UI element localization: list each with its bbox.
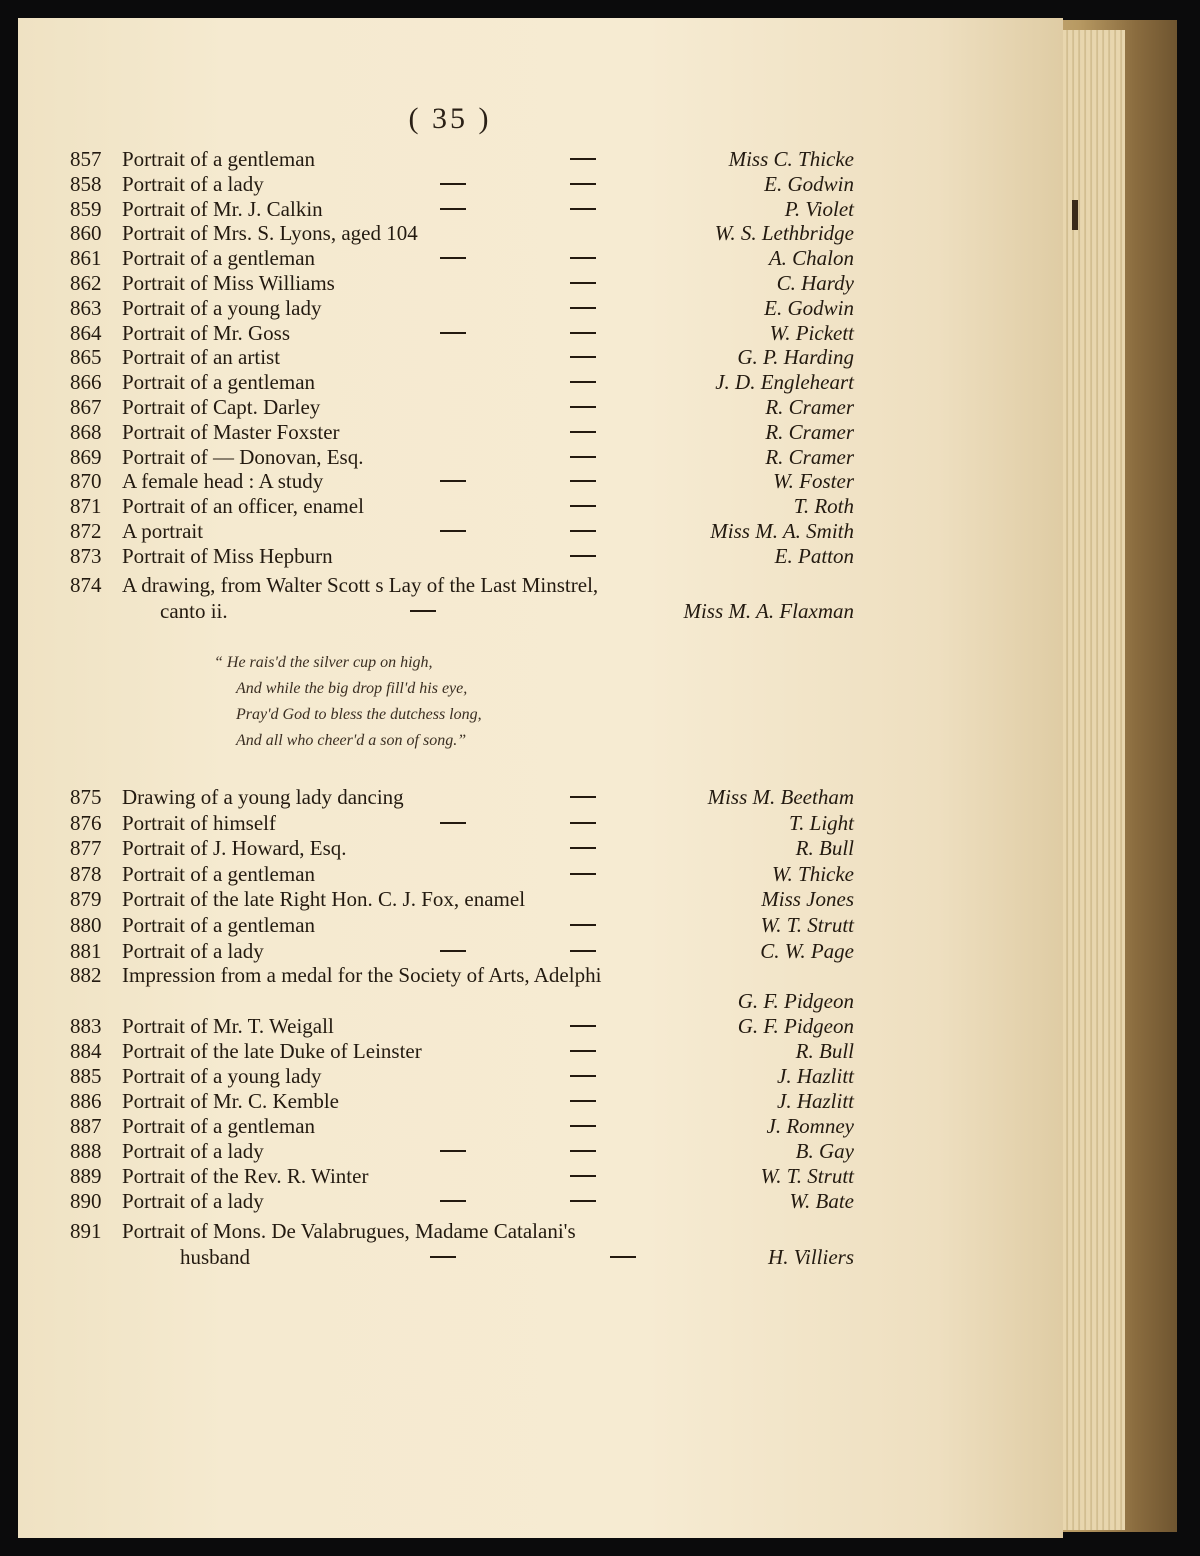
verse-line: Pray'd God to bless the dutchess long, [236, 706, 482, 723]
entry-title-continuation: husband [180, 1245, 250, 1269]
dash-leader [570, 332, 596, 334]
entry-title: A portrait [122, 519, 204, 543]
entry-artist: J. Hazlitt [777, 1089, 854, 1113]
catalog-entry [0, 146, 1040, 172]
catalog-entry [0, 1218, 1040, 1244]
dash-leader [610, 1256, 636, 1258]
entry-number: 882 [70, 963, 102, 987]
catalog-entry [0, 493, 1040, 519]
entry-title: Portrait of a gentleman [122, 1114, 316, 1138]
catalog-entry [0, 1188, 1040, 1214]
catalog-entry [0, 835, 1040, 861]
entry-title: Portrait of an officer, enamel [122, 494, 364, 519]
entry-number: 874 [70, 573, 102, 597]
catalog-entry [0, 295, 1040, 321]
entry-artist: G. F. Pidgeon [737, 1014, 854, 1038]
catalog-entry [0, 886, 1040, 912]
dash-leader [440, 257, 466, 259]
entry-title: Portrait of a gentleman [122, 147, 316, 171]
entry-title: Portrait of Capt. Darley [122, 395, 321, 419]
entry-title: Portrait of a gentleman [122, 370, 316, 395]
dash-leader [440, 1150, 466, 1152]
entry-title: Portrait of Mons. De Valabrugues, Madame Catalani's [122, 1219, 576, 1243]
entry-artist: Miss M. A. Flaxman [683, 599, 854, 623]
catalog-entry [0, 419, 1040, 445]
catalog-entry [0, 270, 1040, 296]
entry-number: 865 [70, 345, 102, 370]
entry-title: Portrait of a lady [122, 1139, 264, 1163]
entry-title: Portrait of himself [122, 810, 276, 835]
entry-artist: E. Godwin [764, 295, 854, 320]
entry-number: 870 [70, 469, 102, 494]
entry-title: Portrait of a young lady [122, 295, 322, 320]
entry-title: Impression from a medal for the Society of Arts, Adelphi [122, 963, 602, 987]
catalog-entry [0, 784, 1040, 810]
catalog-entry [0, 572, 1040, 598]
dash-leader [570, 431, 596, 433]
entry-number: 890 [70, 1189, 102, 1213]
entry-number: 879 [70, 887, 102, 912]
entry-artist: E. Godwin [764, 171, 854, 196]
entry-artist: R. Cramer [765, 444, 854, 469]
dash-leader [570, 555, 596, 557]
entry-number: 859 [70, 196, 102, 221]
entry-number: 866 [70, 370, 102, 395]
catalog-entry [0, 369, 1040, 395]
entry-number: 889 [70, 1164, 102, 1188]
dash-leader [570, 950, 596, 952]
dash-leader [410, 610, 436, 612]
verse-line: “ He rais'd the silver cup on high, [214, 654, 433, 671]
entry-number: 876 [70, 810, 102, 835]
entry-number: 888 [70, 1139, 102, 1163]
dash-leader [570, 1125, 596, 1127]
entry-number: 873 [70, 543, 102, 568]
dash-leader [570, 381, 596, 383]
entry-artist: A. Chalon [768, 246, 854, 271]
dash-leader [440, 183, 466, 185]
catalog-entry [0, 938, 1040, 964]
ribbon-marker [1072, 200, 1078, 230]
dash-leader [440, 1200, 466, 1202]
dash-leader [570, 530, 596, 532]
entry-number: 867 [70, 395, 102, 419]
entry-number: 877 [70, 836, 102, 861]
catalog-entry [0, 518, 1040, 544]
entry-artist: W. T. Strutt [760, 1164, 854, 1188]
entry-artist: W. Foster [773, 469, 854, 494]
dash-leader [440, 332, 466, 334]
dash-leader [430, 1256, 456, 1258]
entry-artist: Miss M. A. Smith [710, 519, 854, 543]
entry-artist: J. Romney [766, 1114, 854, 1138]
catalog-entry [0, 912, 1040, 938]
entry-number: 857 [70, 147, 102, 171]
dash-leader [440, 822, 466, 824]
dash-leader [570, 257, 596, 259]
entry-artist: J. D. Engleheart [715, 370, 854, 395]
entry-title: Portrait of a lady [122, 171, 264, 196]
dash-leader [570, 1200, 596, 1202]
dash-leader [570, 208, 596, 210]
entry-number: 864 [70, 320, 102, 345]
entry-number: 862 [70, 271, 102, 295]
entry-title: Portrait of an artist [122, 345, 281, 370]
entry-artist: Miss M. Beetham [707, 785, 854, 809]
catalog-entry [0, 962, 1040, 988]
entry-title: Portrait of the late Duke of Leinster [122, 1039, 422, 1063]
entry-number: 883 [70, 1014, 102, 1038]
dash-leader [570, 924, 596, 926]
entry-number: 878 [70, 861, 102, 886]
entry-title: Portrait of Mrs. S. Lyons, aged 104 [122, 221, 418, 246]
entry-artist: W. S. Lethbridge [714, 221, 854, 246]
catalog-entry [0, 196, 1040, 222]
dash-leader [570, 158, 596, 160]
entry-title: Drawing of a young lady dancing [122, 785, 404, 809]
entry-artist: Miss Jones [761, 887, 854, 912]
dash-leader [570, 356, 596, 358]
catalog-entry [0, 1038, 1040, 1064]
entry-number: 875 [70, 785, 102, 809]
dash-leader [570, 282, 596, 284]
entry-artist: T. Roth [793, 494, 854, 519]
entry-title: Portrait of the late Right Hon. C. J. Fox, enamel [122, 887, 526, 912]
entry-artist: G. F. Pidgeon [737, 989, 854, 1013]
catalog-entry [0, 468, 1040, 494]
catalog-entry [0, 245, 1040, 271]
catalog-entry [0, 1163, 1040, 1189]
catalog-entry-continuation [0, 598, 1040, 624]
entry-artist: B. Gay [795, 1139, 854, 1163]
entry-title: Portrait of — Donovan, Esq. [122, 444, 364, 469]
entry-title: Portrait of a lady [122, 1189, 264, 1213]
page-number: ( 35 ) [408, 102, 492, 135]
entry-number: 886 [70, 1089, 102, 1113]
entry-artist: C. W. Page [760, 938, 854, 963]
entry-title: Portrait of Mr. J. Calkin [122, 196, 323, 221]
dash-leader [570, 480, 596, 482]
entry-artist: H. Villiers [768, 1245, 854, 1269]
dash-leader [570, 456, 596, 458]
entry-title: A drawing, from Walter Scott s Lay of the Last Minstrel, [122, 573, 599, 597]
entry-number: 887 [70, 1114, 102, 1138]
entry-title: Portrait of a gentleman [122, 246, 316, 271]
catalog-entry [0, 344, 1040, 370]
entry-artist: P. Violet [784, 196, 854, 221]
dash-leader [570, 505, 596, 507]
entry-number: 880 [70, 913, 102, 937]
entry-artist: W. Thicke [771, 861, 854, 886]
entry-artist: J. Hazlitt [777, 1064, 854, 1088]
catalog-entry [0, 1063, 1040, 1089]
entry-artist: Miss C. Thicke [728, 147, 854, 171]
entry-title-continuation: canto ii. [160, 599, 228, 623]
entry-title: Portrait of the Rev. R. Winter [122, 1164, 369, 1188]
verse-quotation [214, 650, 714, 754]
catalog-entry [0, 1113, 1040, 1139]
dash-leader [570, 406, 596, 408]
entry-artist: W. Bate [789, 1189, 854, 1213]
dash-leader [570, 1150, 596, 1152]
entry-artist: R. Bull [795, 836, 854, 861]
entry-title: Portrait of a gentleman [122, 861, 316, 886]
entry-artist: E. Patton [774, 543, 854, 568]
entry-title: Portrait of Mr. T. Weigall [122, 1014, 334, 1038]
entry-title: Portrait of a lady [122, 938, 264, 963]
catalog-entry [0, 444, 1040, 470]
entry-number: 861 [70, 246, 102, 271]
entry-artist: W. T. Strutt [760, 913, 854, 937]
dash-leader [440, 480, 466, 482]
dash-leader [440, 950, 466, 952]
dash-leader [570, 307, 596, 309]
catalog-entry [0, 394, 1040, 420]
dash-leader [570, 183, 596, 185]
entry-number: 858 [70, 171, 102, 196]
entry-title: Portrait of a gentleman [122, 913, 316, 937]
entry-number: 863 [70, 295, 102, 320]
catalog-entry [0, 320, 1040, 346]
entry-number: 871 [70, 494, 102, 519]
dash-leader [570, 873, 596, 875]
catalog-entry [0, 171, 1040, 197]
catalog-entry [0, 220, 1040, 246]
entry-title: Portrait of J. Howard, Esq. [122, 836, 347, 861]
dash-leader [440, 530, 466, 532]
verse-line: And all who cheer'd a son of song.” [236, 732, 467, 749]
dash-leader [570, 1025, 596, 1027]
entry-artist: C. Hardy [776, 271, 854, 295]
catalog-entry [0, 1138, 1040, 1164]
entry-title: Portrait of Mr. C. Kemble [122, 1089, 339, 1113]
entry-number: 884 [70, 1039, 102, 1063]
dash-leader [570, 1075, 596, 1077]
entry-artist: T. Light [789, 810, 854, 835]
entry-artist: G. P. Harding [737, 345, 854, 370]
dash-leader [570, 1175, 596, 1177]
entry-title: A female head : A study [122, 469, 324, 494]
entry-artist: R. Bull [795, 1039, 854, 1063]
entry-title: Portrait of Mr. Goss [122, 320, 290, 345]
entry-title: Portrait of Master Foxster [122, 419, 340, 444]
entry-artist: R. Cramer [765, 395, 854, 419]
catalog-entry-continuation [0, 988, 1040, 1014]
entry-number: 860 [70, 221, 102, 246]
entry-number: 891 [70, 1219, 102, 1243]
verse-line: And while the big drop fill'd his eye, [236, 680, 468, 697]
dash-leader [570, 1100, 596, 1102]
entry-title: Portrait of Miss Hepburn [122, 543, 333, 568]
catalog-entry [0, 810, 1040, 836]
entry-artist: W. Pickett [769, 320, 854, 345]
dash-leader [570, 1050, 596, 1052]
entry-number: 868 [70, 419, 102, 444]
entry-number: 872 [70, 519, 102, 543]
entry-number: 885 [70, 1064, 102, 1088]
catalog-entry [0, 1088, 1040, 1114]
entry-number: 881 [70, 938, 102, 963]
entry-artist: R. Cramer [765, 419, 854, 444]
entry-number: 869 [70, 444, 102, 469]
catalog-entry [0, 1013, 1040, 1039]
dash-leader [570, 847, 596, 849]
entry-title: Portrait of a young lady [122, 1064, 322, 1088]
entry-title: Portrait of Miss Williams [122, 271, 335, 295]
catalog-entry [0, 861, 1040, 887]
dash-leader [570, 796, 596, 798]
dash-leader [570, 822, 596, 824]
catalog-entry-continuation [0, 1244, 1040, 1270]
catalog-entry [0, 543, 1040, 569]
dash-leader [440, 208, 466, 210]
